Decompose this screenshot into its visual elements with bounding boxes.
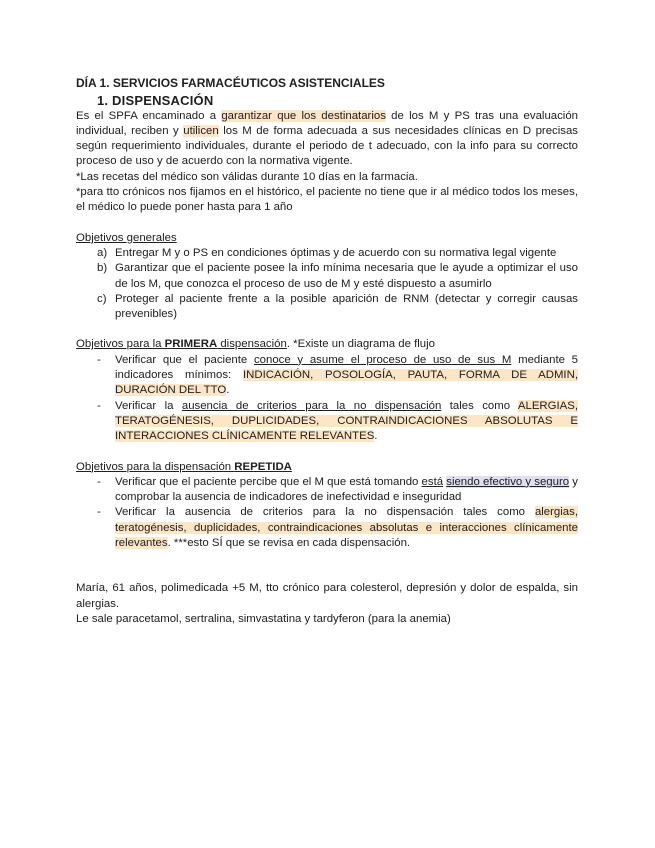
objetivos-generales-list bbox=[76, 246, 578, 322]
item-text: Verificar la ausencia de criterios para la no dispensación tales como bbox=[115, 506, 535, 519]
item-text: Verificar que el paciente percibe que el M que está tomando bbox=[115, 475, 422, 488]
primera-title-note: . *Existe un diagrama de flujo bbox=[286, 338, 436, 351]
primera-title-bold: PRIMERA bbox=[164, 338, 218, 351]
item-text: Verificar que el paciente bbox=[115, 353, 254, 366]
list-marker: - bbox=[97, 506, 101, 519]
item-highlight: INDICACIÓN, POSOLOGÍA, PAUTA, FORMA DE ADMIN, DURACIÓN DEL TTO bbox=[115, 369, 578, 397]
list-item-text: Proteger al paciente frente a la posible aparición de RNM (detectar y corregir causas prevenibles) bbox=[115, 292, 578, 321]
item-highlight: ALERGIAS, TERATOGÉNESIS, DUPLICIDADES, CONTRAINDICACIONES ABSOLUTAS E INTERACCIONES CLÍNICAMENTE RELEVANTES bbox=[115, 399, 579, 443]
list-marker: - bbox=[97, 353, 101, 366]
primera-title bbox=[76, 337, 578, 352]
intro-text-3: los M de forma adecuada a sus necesidades clínicas en D precisas según requerimiento individuales, durante el periodo de t adecuado, con la info para su correcto proceso de uso y de acuerdo con la normativa vigente. bbox=[76, 124, 578, 168]
item-text: Verificar la bbox=[115, 399, 182, 412]
list-item bbox=[76, 505, 578, 551]
list-item bbox=[76, 246, 578, 261]
repetida-list bbox=[76, 475, 578, 551]
item-text: y comprobar la ausencia de indicadores de inefectividad e inseguridad bbox=[115, 475, 578, 504]
primera-list bbox=[76, 353, 578, 445]
repetida-title-pre: Objetivos para la dispensación bbox=[76, 460, 235, 473]
note-recetas: *Las recetas del médico son válidas durante 10 días en la farmacia. bbox=[76, 170, 418, 183]
section-heading: 1. DISPENSACIÓN bbox=[97, 93, 214, 109]
document-page bbox=[76, 76, 578, 627]
item-highlight: alergias, teratogénesis, duplicidades, contraindicaciones absolutas e interacciones clínicamente relevantes bbox=[115, 506, 578, 550]
item-text: . bbox=[374, 430, 378, 443]
item-text: tales como bbox=[441, 399, 518, 412]
item-text: . ***esto SÍ que se revisa en cada dispensación. bbox=[167, 537, 411, 550]
item-underline: está bbox=[421, 475, 444, 488]
list-item-text: Garantizar que el paciente posee la info mínima necesaria que le ayude a optimizar el uso de los M, que conozca el proceso de uso de M y esté dispuesto a asumirlo bbox=[115, 262, 578, 290]
item-text: . bbox=[226, 384, 230, 397]
note-cronicos: *para tto crónicos nos fijamos en el histórico, el paciente no tiene que ir al médico todos los meses, el médico lo puede poner hasta para 1 año bbox=[76, 186, 578, 214]
intro-highlight-1: garantizar que los destinatarios bbox=[221, 109, 386, 122]
case-paragraph: María, 61 años, polimedicada +5 M, tto crónico para colesterol, depresión y dolor de espalda, sin alergias. bbox=[76, 582, 578, 610]
primera-title-post: dispensación bbox=[217, 338, 287, 351]
intro-highlight-2: utilicen bbox=[183, 124, 219, 137]
list-marker: c) bbox=[97, 292, 107, 305]
intro-paragraph bbox=[76, 109, 578, 170]
objetivos-generales-title: Objetivos generales bbox=[76, 231, 177, 244]
list-item bbox=[76, 399, 578, 445]
repetida-title bbox=[76, 460, 578, 475]
list-item bbox=[76, 475, 578, 506]
page-title: DÍA 1. SERVICIOS FARMACÉUTICOS ASISTENCIALES bbox=[76, 76, 385, 90]
list-marker: a) bbox=[97, 246, 108, 259]
list-item bbox=[76, 292, 578, 323]
item-underline: ausencia de criterios para la no dispensación bbox=[181, 399, 442, 412]
list-marker: - bbox=[97, 399, 101, 412]
repetida-title-bold: REPETIDA bbox=[234, 460, 292, 473]
item-underline: conoce y asume el proceso de uso de sus M bbox=[253, 353, 512, 366]
list-marker: b) bbox=[97, 262, 108, 275]
intro-text-2: de los M y PS tras una evaluación individual, reciben y bbox=[76, 109, 579, 137]
case-medication: Le sale paracetamol, sertralina, simvastatina y tardyferon (para la anemia) bbox=[76, 612, 451, 625]
intro-text-1: Es el SPFA encaminado a bbox=[76, 109, 222, 122]
item-text: mediante 5 indicadores mínimos: bbox=[115, 353, 579, 382]
list-item-text: Entregar M y o PS en condiciones óptimas y de acuerdo con su normativa legal vigente bbox=[115, 246, 557, 259]
list-marker: - bbox=[97, 475, 101, 488]
list-item bbox=[76, 261, 578, 292]
list-item bbox=[76, 353, 578, 399]
primera-title-pre: Objetivos para la bbox=[76, 338, 165, 351]
item-highlight: siendo efectivo y seguro bbox=[446, 475, 570, 488]
